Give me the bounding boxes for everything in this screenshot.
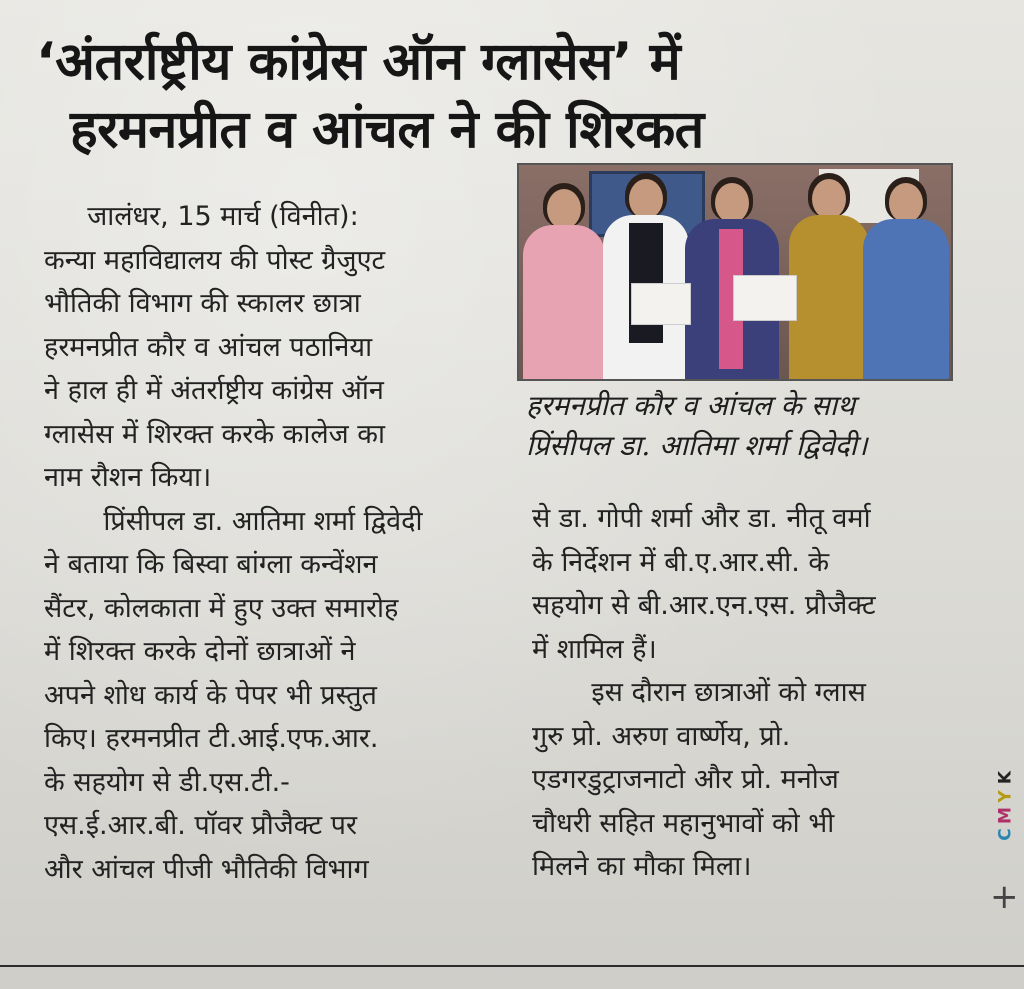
- para3-line: एडगरडुट्राजनाटो और प्रो. मनोज: [532, 764, 839, 795]
- certificate: [631, 283, 691, 325]
- photo-person: [863, 183, 949, 379]
- photo-person: [523, 189, 605, 379]
- photo-caption: [526, 386, 966, 466]
- photo-person: [603, 179, 689, 379]
- right-col-line: से डा. गोपी शर्मा और डा. नीतू वर्मा: [532, 503, 871, 534]
- para3-line: गुरु प्रो. अरुण वार्ष्णेय, प्रो.: [532, 720, 791, 752]
- article-right-column: [532, 497, 982, 889]
- right-col-line: में शामिल हैं।: [532, 633, 657, 665]
- cmyk-print-mark: [992, 768, 1020, 844]
- article-dateline: जालंधर, 15 मार्च (विनीत):: [87, 201, 359, 232]
- para2-line: प्रिंसीपल डा. आतिमा शर्मा द्विवेदी: [103, 505, 423, 537]
- para2-line: एस.ई.आर.बी. पॉवर प्रौजैक्ट पर: [44, 810, 358, 841]
- para2-line: के सहयोग से डी.एस.टी.-: [44, 766, 290, 798]
- right-col-line: सहयोग से बी.आर.एन.एस. प्रौजैक्ट: [532, 590, 876, 621]
- right-col-line: के निर्देशन में बी.ए.आर.सी. के: [532, 546, 830, 578]
- para3-line: इस दौरान छात्राओं को ग्लास: [591, 677, 866, 708]
- para2-line: ने बताया कि बिस्वा बांग्ला कन्वेंशन: [44, 549, 378, 580]
- para2-line: अपने शोध कार्य के पेपर भी प्रस्तुत: [44, 679, 377, 711]
- cmyk-letter: C: [995, 828, 1016, 841]
- para1-line: कन्या महाविद्यालय की पोस्ट ग्रैजुएट: [44, 244, 386, 276]
- para1-line: ग्लासेस में शिरक्त करके कालेज का: [44, 418, 386, 450]
- para2-line: में शिरक्त करके दोनों छात्राओं ने: [44, 636, 356, 667]
- cmyk-letter: K: [995, 770, 1016, 785]
- para1-line: ने हाल ही में अंतर्राष्ट्रीय कांग्रेस ऑन: [44, 375, 384, 406]
- headline-line-1: ‘अंतर्राष्ट्रीय कांग्रेस ऑन ग्लासेस’ में: [36, 32, 681, 92]
- cmyk-letter: M: [995, 807, 1016, 824]
- photo-caption-line-2: प्रिंसीपल डा. आतिमा शर्मा द्विवेदी।: [526, 429, 868, 462]
- photo-person: [789, 179, 869, 379]
- para1-line: हरमनप्रीत कौर व आंचल पठानिया: [44, 331, 373, 363]
- para2-line: किए। हरमनप्रीत टी.आई.एफ.आर.: [44, 723, 379, 754]
- bottom-rule: [0, 965, 1024, 967]
- registration-mark-icon: +: [990, 877, 1019, 917]
- para2-line: सैंटर, कोलकाता में हुए उक्त समारोह: [44, 592, 399, 624]
- para2-line: और आंचल पीजी भौतिकी विभाग: [44, 853, 369, 885]
- news-photo: [517, 163, 953, 381]
- para3-line: मिलने का मौका मिला।: [532, 851, 752, 882]
- article-left-column: [44, 195, 508, 891]
- cmyk-letter: Y: [995, 790, 1016, 803]
- para1-line: भौतिकी विभाग की स्कालर छात्रा: [44, 288, 361, 319]
- certificate: [733, 275, 797, 321]
- photo-caption-line-1: हरमनप्रीत कौर व आंचल के साथ: [526, 389, 855, 422]
- para3-line: चौधरी सहित महानुभावों को भी: [532, 807, 835, 839]
- para1-line: नाम रौशन किया।: [44, 462, 212, 493]
- headline-line-2: हरमनप्रीत व आंचल ने की शिरकत: [70, 100, 704, 160]
